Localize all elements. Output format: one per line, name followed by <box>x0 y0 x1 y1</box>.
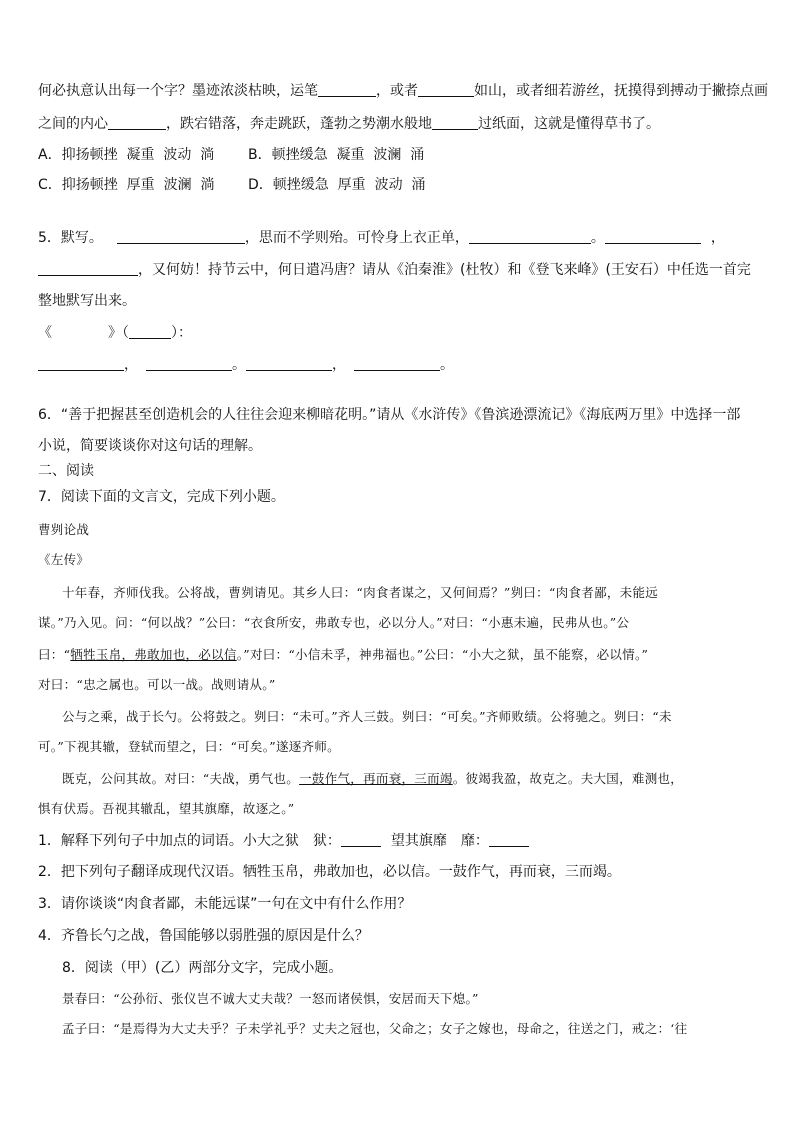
q4-passage-line-2: 之间的内心 ，跌宕错落，奔走跳跃，蓬勃之势潮水般地 过纸面，这就是懂得草书了。 <box>38 116 660 132</box>
ancient-p3-line-2: 惧有伏焉。吾视其辙乱，望其旗靡，故逐之。” <box>38 801 295 816</box>
q5-line-1: 5．默写。 ，思而不学则殆。可怜身上衣正单， 。 ， <box>38 230 725 246</box>
q8-text-line-2: 孟子曰：“是焉得为大丈夫乎？子未学礼乎？丈夫之冠也，父命之；女子之嫁也，母命之，往送之门，戒之：‘往 <box>62 1021 688 1036</box>
text-source: 《左传》 <box>38 552 90 567</box>
ancient-p1-line-3: 曰：“牺牲玉帛，弗敢加也，必以信。”对曰：“小信未孚，神弗福也。”公曰：“小大之狱，虽不能察，必以情。” <box>38 647 649 662</box>
subquestion-4: 4．齐鲁长勺之战，鲁国能够以弱胜强的原因是什么？ <box>38 928 369 944</box>
fill-blank <box>605 229 701 244</box>
fill-blank <box>318 82 376 97</box>
q4-options-row-2 <box>38 176 425 194</box>
ancient-p1-line-1: 十年春，齐师伐我。公将战，曹刿请见。其乡人曰：“肉食者谋之，又何间焉？”刿曰：“肉食者鄙，未能远 <box>62 585 659 600</box>
fill-blank <box>129 324 171 339</box>
option-a[interactable]: A．抑扬顿挫 凝重 波动 淌 <box>38 147 215 163</box>
text-title: 曹刿论战 <box>38 522 90 537</box>
q5-line-4: 《 》（ ）： <box>38 325 192 341</box>
fill-blank <box>246 356 332 371</box>
underlined-sentence: 牺牲玉帛，弗敢加也，必以信 <box>70 647 237 662</box>
fill-blank <box>38 261 138 276</box>
q5-line-5: ， 。 ， 。 <box>38 356 454 374</box>
q6-line-1: 6．“善于把握甚至创造机会的人往往会迎来柳暗花明。”请从《水浒传》《鲁滨逊漂流记》《海底两万里》中选择一部 <box>38 407 741 423</box>
q6-line-2: 小说，简要谈谈你对这句话的理解。 <box>38 438 262 454</box>
q8-text-line-1: 景春曰：“公孙衍、张仪岂不诚大丈夫哉？一怒而诸侯惧，安居而天下熄。” <box>62 991 479 1006</box>
fill-blank <box>117 229 245 244</box>
fill-blank <box>354 356 440 371</box>
fill-blank <box>432 115 478 130</box>
fill-blank <box>108 115 166 130</box>
ancient-p2-line-2: 可。”下视其辙，登轼而望之，曰：“可矣。”遂逐齐师。 <box>38 739 340 754</box>
subquestion-2: 2．把下列句子翻译成现代汉语。牺牲玉帛，弗敢加也，必以信。一鼓作气，再而衰，三而竭。 <box>38 864 621 880</box>
q8-intro: 8．阅读（甲）(乙）两部分文字，完成小题。 <box>62 960 343 976</box>
answer-blank[interactable] <box>489 832 529 847</box>
fill-blank <box>38 356 124 371</box>
option-c[interactable]: C．抑扬顿挫 厚重 波澜 淌 <box>38 177 215 193</box>
q4-options-row-1 <box>38 146 424 164</box>
subquestion-3: 3．请你谈谈“肉食者鄙，未能远谋”一句在文中有什么作用？ <box>38 896 412 912</box>
fill-blank <box>469 229 591 244</box>
answer-blank[interactable] <box>341 832 381 847</box>
q4-passage-line-1: 何必执意认出每一个字？墨迹浓淡枯映，运笔 ，或者 如山，或者细若游丝，抚摸得到搏动于撇捺点画 <box>38 83 768 99</box>
section-heading: 二、阅读 <box>38 463 94 479</box>
fill-blank <box>418 82 474 97</box>
q5-line-3: 整地默写出来。 <box>38 293 136 309</box>
ancient-p1-line-4: 对曰：“忠之属也。可以一战。战则请从。” <box>38 677 276 692</box>
underlined-sentence: 一鼓作气，再而衰，三而竭 <box>299 771 453 786</box>
fill-blank <box>146 356 232 371</box>
ancient-p2-line-1: 公与之乘，战于长勺。公将鼓之。刿曰：“未可。”齐人三鼓。刿曰：“可矣。”齐师败绩。公将驰之。刿曰：“未 <box>62 709 672 724</box>
q5-line-2: ，又何妨！持节云中，何日遣冯唐？请从《泊秦淮》(杜牧）和《登飞来峰》(王安石）中任选一首完 <box>38 261 751 279</box>
q7-intro: 7．阅读下面的文言文，完成下列小题。 <box>38 489 285 505</box>
ancient-p3-line-1: 既克，公问其故。对曰：“夫战，勇气也。一鼓作气，再而衰，三而竭。彼竭我盈，故克之。夫大国，难测也， <box>62 771 684 786</box>
ancient-p1-line-2: 谋。”乃入见。问：“何以战？”公曰：“衣食所安，弗敢专也，必以分人。”对曰：“小惠未遍，民弗从也。”公 <box>38 615 630 630</box>
option-d[interactable]: D．顿挫缓急 厚重 波动 涌 <box>248 177 426 193</box>
subquestion-1: 1．解释下列句子中加点的词语。小大之狱 狱： 望其旗靡 靡： <box>38 832 529 850</box>
option-b[interactable]: B．顿挫缓急 凝重 波澜 涌 <box>248 147 425 163</box>
